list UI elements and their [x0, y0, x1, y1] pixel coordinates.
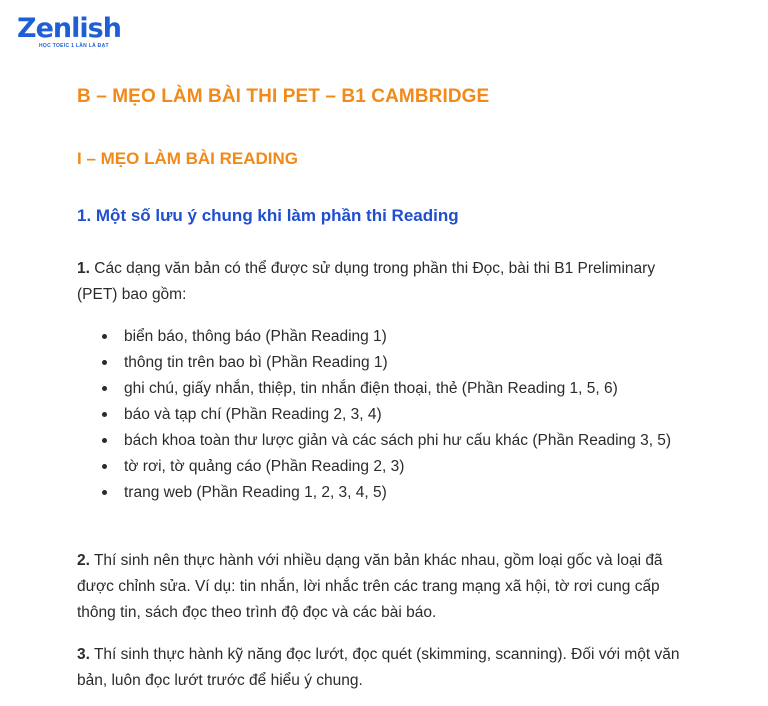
section-heading: I – MẸO LÀM BÀI READING: [77, 149, 299, 168]
logo-wordmark: Zenlish: [17, 13, 121, 44]
list-item-text: bách khoa toàn thư lược giản và các sách phi hư cấu khác (Phần Reading 3, 5): [124, 432, 672, 449]
list-item-text: tờ rơi, tờ quảng cáo (Phần Reading 2, 3): [124, 458, 405, 475]
paragraph-text: Thí sinh nên thực hành với nhiều dạng văn bản khác nhau, gồm loại gốc và loại đã được chỉnh sửa. Ví dụ: tin nhắn, lời nhắc trên các trang mạng xã hội, tờ rơi cung cấp thông tin, sách đọc theo trình độ đọc và các bài báo.: [77, 552, 663, 621]
paragraph-2: [77, 548, 697, 626]
list-item: [77, 428, 677, 454]
main-heading: B – MẸO LÀM BÀI THI PET – B1 CAMBRIDGE: [77, 86, 490, 107]
list-item-text: trang web (Phần Reading 1, 2, 3, 4, 5): [124, 484, 387, 501]
list-item: [77, 350, 677, 376]
list-item: [77, 454, 677, 480]
list-item-text: ghi chú, giấy nhắn, thiệp, tin nhắn điện thoại, thẻ (Phần Reading 1, 5, 6): [124, 380, 618, 397]
paragraph-text: Các dạng văn bản có thể được sử dụng trong phần thi Đọc, bài thi B1 Preliminary (PET) bao gồm:: [77, 260, 656, 303]
paragraph-3: [77, 642, 697, 694]
bullet-icon: [102, 464, 107, 469]
bullet-icon: [102, 438, 107, 443]
paragraph-number: 2.: [77, 552, 90, 569]
bullet-icon: [102, 334, 107, 339]
list-item: [77, 324, 677, 350]
text-types-list: [77, 324, 677, 506]
list-item: [77, 480, 677, 506]
list-item-text: báo và tạp chí (Phần Reading 2, 3, 4): [124, 406, 382, 423]
subsection-heading: 1. Một số lưu ý chung khi làm phần thi Reading: [77, 206, 459, 225]
zenlish-logo[interactable]: [17, 12, 121, 49]
bullet-icon: [102, 412, 107, 417]
bullet-icon: [102, 360, 107, 365]
paragraph-text: Thí sinh thực hành kỹ năng đọc lướt, đọc quét (skimming, scanning). Đối với một văn bản, luôn đọc lướt trước để hiểu ý chung.: [77, 646, 680, 689]
paragraph-1: [77, 256, 697, 308]
list-item: [77, 376, 677, 402]
logo-tagline: HỌC TOEIC 1 LẦN LÀ ĐẠT: [39, 43, 109, 49]
list-item-text: thông tin trên bao bì (Phần Reading 1): [124, 354, 388, 371]
list-item: [77, 402, 677, 428]
bullet-icon: [102, 490, 107, 495]
list-item-text: biển báo, thông báo (Phần Reading 1): [124, 328, 387, 345]
bullet-icon: [102, 386, 107, 391]
paragraph-number: 1.: [77, 260, 90, 277]
paragraph-number: 3.: [77, 646, 90, 663]
